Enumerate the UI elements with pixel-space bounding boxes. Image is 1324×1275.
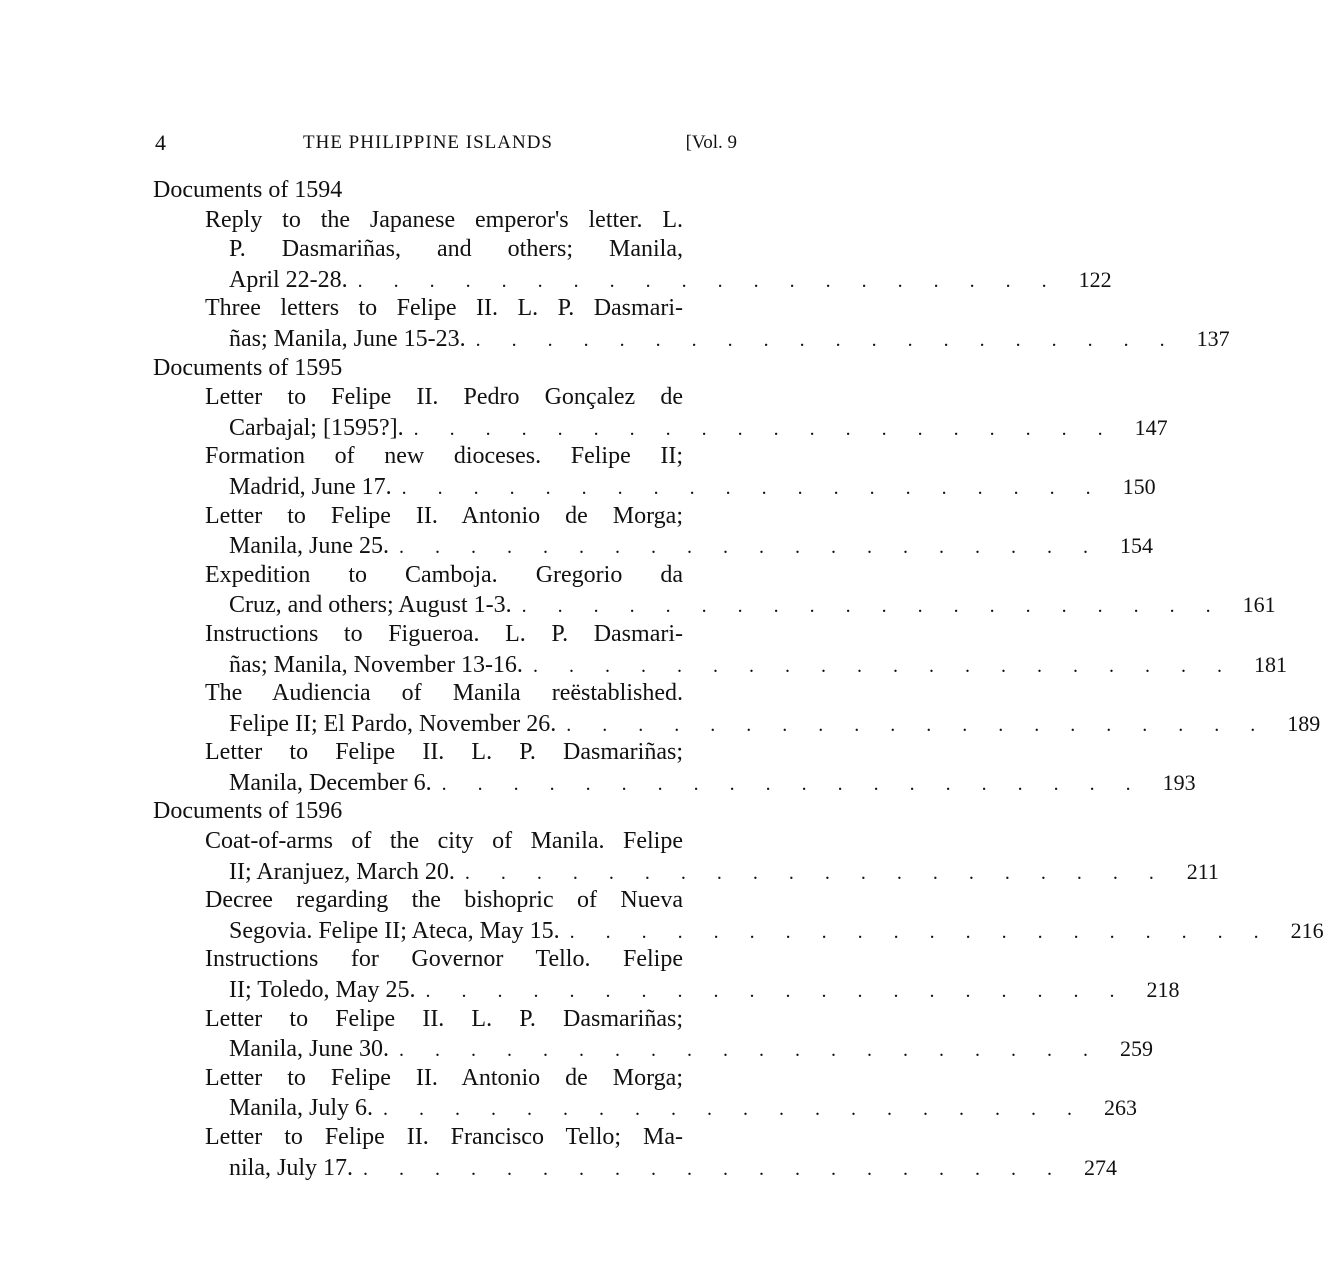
entry-final-line bbox=[229, 975, 1180, 1005]
toc-entry bbox=[205, 294, 1230, 353]
entry-final-text: ñas; Manila, June 15-23. bbox=[229, 325, 466, 352]
entry-text-line: Instructions to Figueroa. L. P. Dasmari- bbox=[205, 620, 683, 647]
entry-final-text: Felipe II; El Pardo, November 26. bbox=[229, 710, 557, 737]
toc-entry bbox=[205, 206, 1112, 295]
entry-page-number: 122 bbox=[1078, 266, 1112, 292]
toc-entry bbox=[205, 383, 1168, 442]
entry-page-number: 218 bbox=[1146, 977, 1180, 1003]
section-heading: Documents of 1596 bbox=[153, 798, 343, 825]
entry-page-number: 216 bbox=[1290, 917, 1324, 943]
dot-leader: . . . . . . . . . . . . . . . . . . . . bbox=[357, 269, 1060, 292]
toc-entry bbox=[205, 827, 1219, 886]
dot-leader: . . . . . . . . . . . . . . . . . . . . bbox=[398, 1039, 1101, 1062]
entry-final-line bbox=[229, 1034, 1153, 1064]
entry-final-text: II; Aranjuez, March 20. bbox=[229, 858, 455, 885]
entry-page-number: 263 bbox=[1104, 1095, 1137, 1121]
toc-entry bbox=[205, 886, 1324, 945]
toc-entry bbox=[205, 1005, 1153, 1064]
toc-entry bbox=[205, 502, 1153, 561]
entry-final-text: Manila, July 6. bbox=[229, 1095, 373, 1122]
entry-final-text: April 22-28. bbox=[229, 266, 348, 293]
entry-page-number: 147 bbox=[1134, 414, 1168, 440]
entry-final-line bbox=[229, 413, 1168, 443]
page-header bbox=[155, 130, 737, 160]
entry-final-line bbox=[229, 531, 1153, 561]
entry-text-line: Letter to Felipe II. Pedro Gonçalez de bbox=[205, 384, 683, 411]
entry-final-text: nila, July 17. bbox=[229, 1154, 353, 1181]
entry-text-line: Letter to Felipe II. L. P. Dasmariñas; bbox=[205, 739, 683, 766]
entry-final-line bbox=[229, 1153, 1117, 1183]
entry-final-text: Manila, December 6. bbox=[229, 769, 432, 796]
entry-final-line bbox=[229, 709, 1321, 739]
entry-page-number: 211 bbox=[1186, 858, 1219, 884]
entry-final-line bbox=[229, 650, 1287, 680]
dot-leader: . . . . . . . . . . . . . . . . . . . . bbox=[569, 920, 1272, 943]
entry-final-line bbox=[229, 857, 1219, 887]
page-number: 4 bbox=[155, 130, 166, 155]
entry-final-line bbox=[229, 324, 1230, 354]
entry-text-line: Instructions for Governor Tello. Felipe bbox=[205, 946, 683, 973]
entry-text-line: Letter to Felipe II. Francisco Tello; Ma- bbox=[205, 1124, 683, 1150]
entry-page-number: 274 bbox=[1084, 1154, 1117, 1180]
entry-text-line: Three letters to Felipe II. L. P. Dasmari- bbox=[205, 295, 683, 322]
entry-text-line: Expedition to Camboja. Gregorio da bbox=[205, 561, 683, 588]
entry-text-line: Letter to Felipe II. L. P. Dasmariñas; bbox=[205, 1005, 683, 1032]
entry-final-text: Madrid, June 17. bbox=[229, 473, 392, 500]
entry-page-number: 137 bbox=[1196, 325, 1230, 351]
toc-entry bbox=[205, 738, 1196, 797]
entry-text-line: Coat-of-arms of the city of Manila. Felipe bbox=[205, 828, 683, 855]
entry-page-number: 154 bbox=[1119, 533, 1153, 559]
dot-leader: . . . . . . . . . . . . . . . . . . . . bbox=[521, 595, 1224, 618]
toc-entry bbox=[205, 442, 1156, 501]
toc-entry bbox=[205, 620, 1287, 679]
entry-final-line bbox=[229, 1093, 1137, 1123]
dot-leader: . . . . . . . . . . . . . . . . . . . . bbox=[383, 1098, 1085, 1121]
dot-leader: . . . . . . . . . . . . . . . . . . . . bbox=[475, 328, 1178, 351]
entry-final-line bbox=[229, 916, 1324, 946]
entry-final-line bbox=[229, 590, 1276, 620]
dot-leader: . . . . . . . . . . . . . . . . . . . . bbox=[532, 654, 1235, 677]
entry-text-line: Reply to the Japanese emperor's letter. L. bbox=[205, 206, 683, 233]
dot-leader: . . . . . . . . . . . . . . . . . . . . bbox=[464, 861, 1167, 884]
toc-entry bbox=[205, 561, 1276, 620]
dot-leader: . . . . . . . . . . . . . . . . . . . . bbox=[566, 713, 1269, 736]
entry-final-text: Cruz, and others; August 1-3. bbox=[229, 592, 512, 619]
volume-label: [Vol. 9 bbox=[685, 132, 737, 153]
entry-page-number: 150 bbox=[1122, 473, 1156, 499]
toc-entry bbox=[205, 1064, 1137, 1123]
entry-text-line: Letter to Felipe II. Antonio de Morga; bbox=[205, 1064, 683, 1091]
entry-text-line: Decree regarding the bishopric of Nueva bbox=[205, 887, 683, 914]
section-heading: Documents of 1594 bbox=[153, 177, 343, 203]
entry-text-line: P. Dasmariñas, and others; Manila, bbox=[229, 236, 683, 263]
entry-final-text: II; Toledo, May 25. bbox=[229, 977, 416, 1004]
table-of-contents bbox=[153, 176, 1324, 1182]
entry-text-line: Letter to Felipe II. Antonio de Morga; bbox=[205, 502, 683, 529]
entry-page-number: 193 bbox=[1162, 769, 1196, 795]
dot-leader: . . . . . . . . . . . . . . . . . . . . bbox=[441, 772, 1144, 795]
entry-final-text: Manila, June 25. bbox=[229, 533, 389, 560]
entry-final-line bbox=[229, 768, 1196, 798]
entry-final-text: Segovia. Felipe II; Ateca, May 15. bbox=[229, 917, 560, 944]
dot-leader: . . . . . . . . . . . . . . . . . . . . bbox=[425, 980, 1128, 1003]
entry-final-text: Carbajal; [1595?]. bbox=[229, 414, 404, 441]
entry-page-number: 189 bbox=[1287, 710, 1321, 736]
entry-final-line bbox=[229, 472, 1156, 502]
entry-text-line: Formation of new dioceses. Felipe II; bbox=[205, 443, 683, 470]
toc-entry bbox=[205, 1123, 1117, 1182]
toc-entry bbox=[205, 679, 1321, 738]
entry-page-number: 181 bbox=[1253, 651, 1287, 677]
entry-final-line bbox=[229, 265, 1112, 295]
entry-page-number: 161 bbox=[1242, 592, 1276, 618]
dot-leader: . . . . . . . . . . . . . . . . . . . . bbox=[401, 476, 1104, 499]
section-heading: Documents of 1595 bbox=[153, 354, 343, 381]
dot-leader: . . . . . . . . . . . . . . . . . . . . bbox=[398, 536, 1101, 559]
toc-entry bbox=[205, 945, 1180, 1004]
entry-final-text: Manila, June 30. bbox=[229, 1036, 389, 1063]
running-title: THE PHILIPPINE ISLANDS bbox=[303, 132, 553, 153]
entry-page-number: 259 bbox=[1119, 1036, 1153, 1062]
dot-leader: . . . . . . . . . . . . . . . . . . . . bbox=[363, 1157, 1065, 1180]
entry-text-line: The Audiencia of Manila reëstablished. bbox=[205, 680, 683, 707]
entry-final-text: ñas; Manila, November 13-16. bbox=[229, 651, 523, 678]
dot-leader: . . . . . . . . . . . . . . . . . . . . bbox=[413, 417, 1116, 440]
